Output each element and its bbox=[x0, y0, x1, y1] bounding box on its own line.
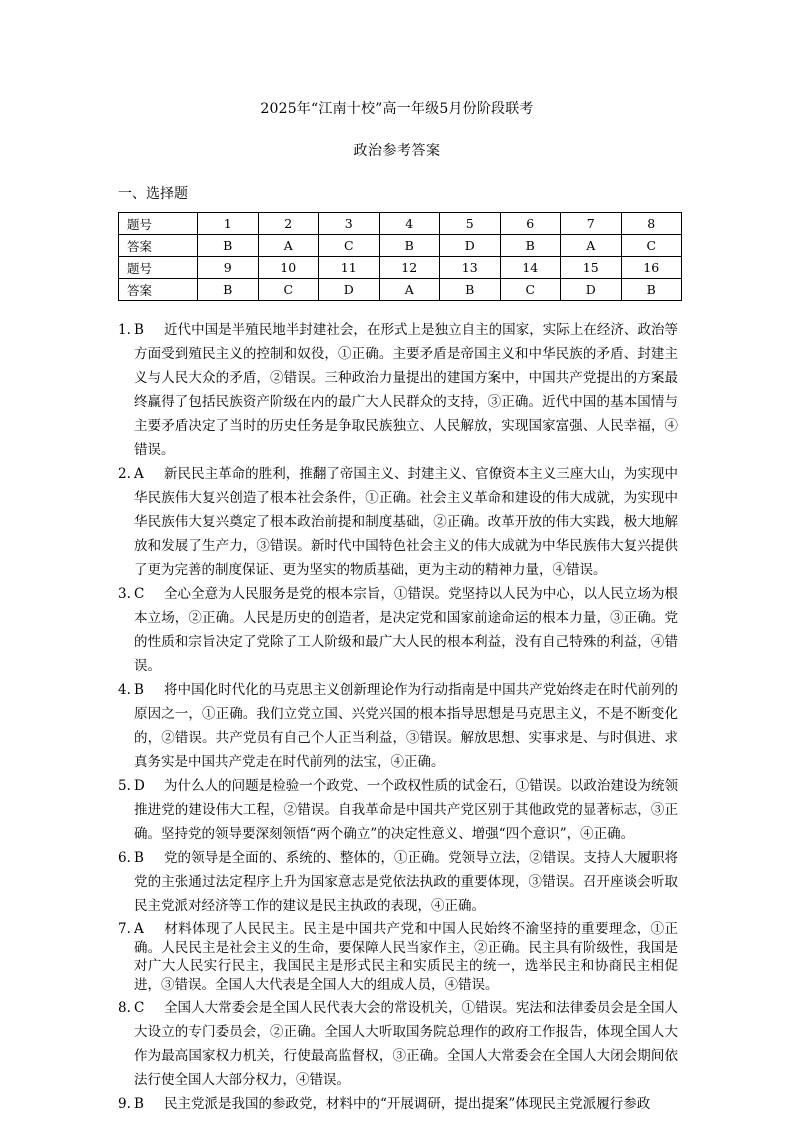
table-cell: 5 bbox=[440, 213, 501, 235]
list-item bbox=[118, 318, 678, 462]
table-cell: 8 bbox=[621, 213, 682, 235]
table-cell: C bbox=[258, 279, 319, 301]
item-text: 近代中国是半殖民地半封建社会，在形式上是独立自主的国家，实际上在经济、政治等方面受到殖民主义的控制和奴役，①正确。主要矛盾是帝国主义和中华民族的矛盾、封建主义与人民大众的矛盾，②错误。三种政治力量提出的建国方案中，中国共产党提出的方案最终赢得了包括民族资产阶级在内的最广大人民群众的支持，③正确。近代中国的基本国情与主要矛盾决定了当时的历史任务是争取民族独立、人民解放，实现国家富强、人民幸福，④错误。 bbox=[134, 322, 678, 458]
table-cell: C bbox=[319, 235, 380, 257]
table-cell: B bbox=[500, 235, 561, 257]
table-cell: 7 bbox=[561, 213, 622, 235]
section-heading: 一、选择题 bbox=[118, 186, 188, 202]
item-answer: B bbox=[134, 682, 144, 698]
table-cell: A bbox=[561, 235, 622, 257]
table-row bbox=[119, 279, 682, 301]
item-number: 6. bbox=[118, 850, 131, 866]
table-cell: 14 bbox=[500, 257, 561, 279]
list-item bbox=[118, 462, 678, 582]
item-answer: A bbox=[134, 466, 144, 482]
item-number: 7. bbox=[118, 921, 131, 937]
table-cell: 16 bbox=[621, 257, 682, 279]
item-number: 5. bbox=[118, 778, 131, 794]
list-item bbox=[118, 678, 678, 774]
table-row bbox=[119, 235, 682, 257]
item-text: 为什么人的问题是检验一个政党、一个政权性质的试金石，①错误。以政治建设为统领推进党的建设伟大工程，②错误。自我革命是中国共产党区别于其他政党的显著标志，③正确。坚持党的领导要深刻领悟“两个确立”的决定性意义、增强“四个意识”，④正确。 bbox=[134, 778, 678, 842]
table-cell: D bbox=[440, 235, 501, 257]
table-cell: 6 bbox=[500, 213, 561, 235]
table-cell: 答案 bbox=[119, 235, 198, 257]
table-cell: B bbox=[379, 235, 440, 257]
table-cell: C bbox=[500, 279, 561, 301]
list-item bbox=[118, 920, 678, 994]
table-cell: 题号 bbox=[119, 257, 198, 279]
item-answer: C bbox=[134, 586, 145, 602]
item-number: 9. bbox=[118, 1096, 131, 1112]
table-cell: 3 bbox=[319, 213, 380, 235]
table-cell: 2 bbox=[258, 213, 319, 235]
table-cell: B bbox=[198, 235, 259, 257]
item-answer: B bbox=[134, 850, 144, 866]
item-number: 3. bbox=[118, 586, 131, 602]
item-answer: B bbox=[134, 322, 144, 338]
item-answer: A bbox=[134, 921, 144, 937]
table-cell: 11 bbox=[319, 257, 380, 279]
item-text: 党的领导是全面的、系统的、整体的，①正确。党领导立法，②错误。支持人大履职将党的主张通过法定程序上升为国家意志是党依法执政的重要体现，③错误。召开座谈会听取民主党派对经济等工作的建议是民主执政的表现，④正确。 bbox=[134, 850, 678, 914]
item-answer: D bbox=[134, 778, 145, 794]
item-number: 1. bbox=[118, 322, 131, 338]
table-cell: 题号 bbox=[119, 213, 198, 235]
list-item bbox=[118, 1092, 678, 1116]
table-cell: B bbox=[621, 279, 682, 301]
table-cell: 10 bbox=[258, 257, 319, 279]
item-text: 将中国化时代化的马克思主义创新理论作为行动指南是中国共产党始终走在时代前列的原因之一，①正确。我们立党立国、兴党兴国的根本指导思想是马克思主义，不是不断变化的，②错误。共产党员有自己个人正当利益，③错误。解放思想、实事求是、与时俱进、求真务实是中国共产党走在时代前列的法宝，④正确。 bbox=[134, 682, 678, 770]
table-cell: D bbox=[561, 279, 622, 301]
explanation-list bbox=[118, 318, 678, 1116]
table-cell: C bbox=[621, 235, 682, 257]
table-row bbox=[119, 213, 682, 235]
answer-table bbox=[118, 212, 682, 301]
item-number: 8. bbox=[118, 1000, 131, 1016]
item-number: 2. bbox=[118, 466, 131, 482]
table-cell: 15 bbox=[561, 257, 622, 279]
item-answer: B bbox=[134, 1096, 144, 1112]
table-cell: 答案 bbox=[119, 279, 198, 301]
list-item bbox=[118, 582, 678, 678]
item-text: 全心全意为人民服务是党的根本宗旨，①错误。党坚持以人民为中心，以人民立场为根本立场，②正确。人民是历史的创造者，是决定党和国家前途命运的根本力量，③正确。党的性质和宗旨决定了党除了工人阶级和最广大人民的根本利益，没有自己特殊的利益，④错误。 bbox=[134, 586, 678, 674]
page-subtitle: 政治参考答案 bbox=[353, 143, 441, 159]
item-text: 材料体现了人民民主。民主是中国共产党和中国人民始终不渝坚持的重要理念，①正确。人民民主是社会主义的生命，要保障人民当家作主，②正确。民主具有阶级性，我国是对广大人民实行民主，我国民主是形式民主和实质民主的统一，选举民主和协商民主相促进，③错误。全国人大代表是全国人大的组成人员，④错误。 bbox=[134, 921, 678, 993]
item-text: 新民民主革命的胜利，推翻了帝国主义、封建主义、官僚资本主义三座大山，为实现中华民族伟大复兴创造了根本社会条件，①正确。社会主义革命和建设的伟大成就，为实现中华民族伟大复兴奠定了根本政治前提和制度基础，②正确。改革开放的伟大实践，极大地解放和发展了生产力，③错误。新时代中国特色社会主义的伟大成就为中华民族伟大复兴提供了更为完善的制度保证、更为坚实的物质基础，更为主动的精神力量，④错误。 bbox=[134, 466, 678, 578]
item-number: 4. bbox=[118, 682, 131, 698]
item-answer: C bbox=[134, 1000, 145, 1016]
table-cell: A bbox=[258, 235, 319, 257]
list-item bbox=[118, 774, 678, 846]
item-text: 全国人大常委会是全国人民代表大会的常设机关，①错误。宪法和法律委员会是全国人大设立的专门委员会，②正确。全国人大听取国务院总理作的政府工作报告，体现全国人大作为最高国家权力机关，行使最高监督权，③正确。全国人大常委会在全国人大闭会期间依法行使全国人大部分权力，④错误。 bbox=[134, 1000, 678, 1088]
table-cell: A bbox=[379, 279, 440, 301]
table-cell: 9 bbox=[198, 257, 259, 279]
table-cell: 1 bbox=[198, 213, 259, 235]
table-row bbox=[119, 257, 682, 279]
page-title: 2025年“江南十校”高一年级5月份阶段联考 bbox=[260, 101, 534, 117]
table-cell: 13 bbox=[440, 257, 501, 279]
table-cell: 4 bbox=[379, 213, 440, 235]
table-cell: D bbox=[319, 279, 380, 301]
table-cell: 12 bbox=[379, 257, 440, 279]
table-cell: B bbox=[198, 279, 259, 301]
list-item bbox=[118, 846, 678, 918]
item-text: 民主党派是我国的参政党，材料中的“开展调研，提出提案”体现民主党派履行参政 bbox=[164, 1096, 651, 1112]
table-cell: B bbox=[440, 279, 501, 301]
list-item bbox=[118, 996, 678, 1092]
